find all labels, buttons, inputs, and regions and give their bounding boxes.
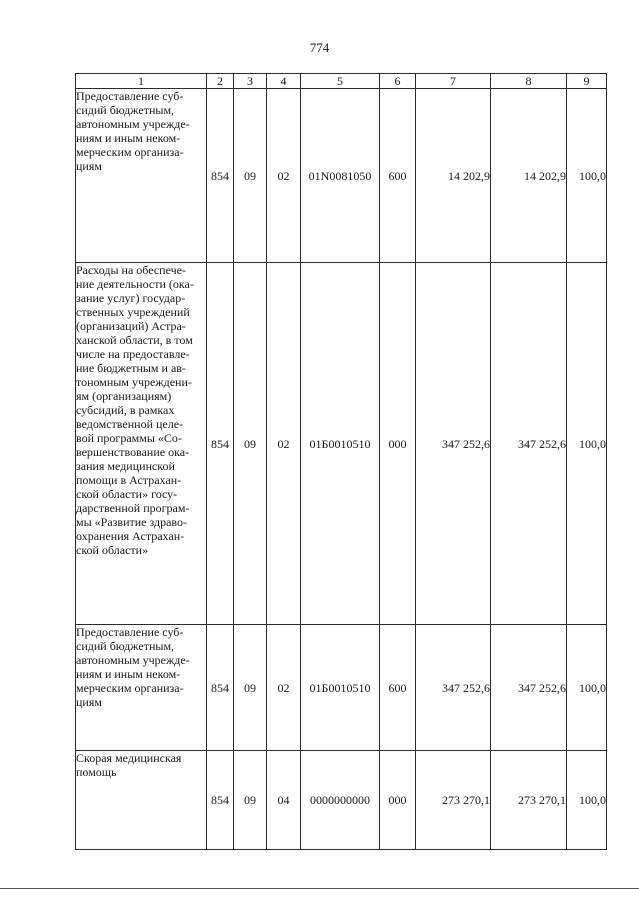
row-description	[76, 89, 207, 263]
table-row	[76, 625, 607, 751]
column-header: 1	[76, 74, 207, 89]
cell-percent: 100,0	[567, 263, 607, 625]
column-header: 4	[267, 74, 301, 89]
cell-code-3: 09	[234, 751, 267, 850]
cell-code-4: 02	[267, 263, 301, 625]
row-description-text: Расходы на обеспече- ние деятельности (ока- зание услуг) государ- ственных учреждений (организаций) Астра- ханской области, в том числе на предоставле- ние бюджетным и ав- тономным учреждени- ям (организациям) субсидий, в рамках ведомственной целе- вой программы «Со- вершенствование ока- зания медицинской помощи в Астрахан- ской области» госу- дарственной програм- мы «Развитие здраво- охранения Астрахан- ской области»	[76, 263, 194, 557]
budget-table	[75, 73, 607, 850]
row-description-text: Предоставление суб- сидий бюджетным, автономным учрежде- ниям и иным неком- мерческим организа- циям	[76, 89, 190, 173]
cell-percent: 100,0	[567, 89, 607, 263]
cell-expense-type: 000	[380, 263, 416, 625]
cell-amount-8: 273 270,1	[491, 751, 567, 850]
row-description	[76, 625, 207, 751]
cell-amount-7: 347 252,6	[416, 625, 491, 751]
cell-target-article: 01Б0010510	[301, 625, 380, 751]
cell-expense-type: 000	[380, 751, 416, 850]
table-row	[76, 89, 607, 263]
column-header: 8	[491, 74, 567, 89]
table-row	[76, 263, 607, 625]
bottom-rule	[0, 888, 639, 889]
row-description-text: Предоставление суб- сидий бюджетным, автономным учрежде- ниям и иным неком- мерческим организа- циям	[76, 625, 190, 709]
cell-percent: 100,0	[567, 625, 607, 751]
cell-amount-7: 347 252,6	[416, 263, 491, 625]
cell-code-2: 854	[207, 263, 234, 625]
cell-amount-7: 14 202,9	[416, 89, 491, 263]
cell-expense-type: 600	[380, 89, 416, 263]
cell-amount-7: 273 270,1	[416, 751, 491, 850]
column-header: 7	[416, 74, 491, 89]
cell-target-article: 01N0081050	[301, 89, 380, 263]
cell-percent: 100,0	[567, 751, 607, 850]
cell-code-3: 09	[234, 625, 267, 751]
cell-code-2: 854	[207, 751, 234, 850]
cell-amount-8: 347 252,6	[491, 263, 567, 625]
column-header: 6	[380, 74, 416, 89]
column-header: 5	[301, 74, 380, 89]
cell-code-3: 09	[234, 89, 267, 263]
cell-amount-8: 14 202,9	[491, 89, 567, 263]
cell-code-4: 02	[267, 625, 301, 751]
table-row	[76, 751, 607, 850]
row-description	[76, 751, 207, 850]
cell-expense-type: 600	[380, 625, 416, 751]
column-header: 2	[207, 74, 234, 89]
cell-amount-8: 347 252,6	[491, 625, 567, 751]
column-header: 3	[234, 74, 267, 89]
cell-target-article: 01Б0010510	[301, 263, 380, 625]
cell-code-3: 09	[234, 263, 267, 625]
cell-code-2: 854	[207, 89, 234, 263]
cell-code-2: 854	[207, 625, 234, 751]
cell-code-4: 02	[267, 89, 301, 263]
cell-code-4: 04	[267, 751, 301, 850]
cell-target-article: 0000000000	[301, 751, 380, 850]
row-description	[76, 263, 207, 625]
page-number: 774	[309, 40, 330, 55]
row-description-text: Скорая медицинская помощь	[76, 751, 182, 779]
column-header: 9	[567, 74, 607, 89]
header-row	[76, 74, 607, 89]
